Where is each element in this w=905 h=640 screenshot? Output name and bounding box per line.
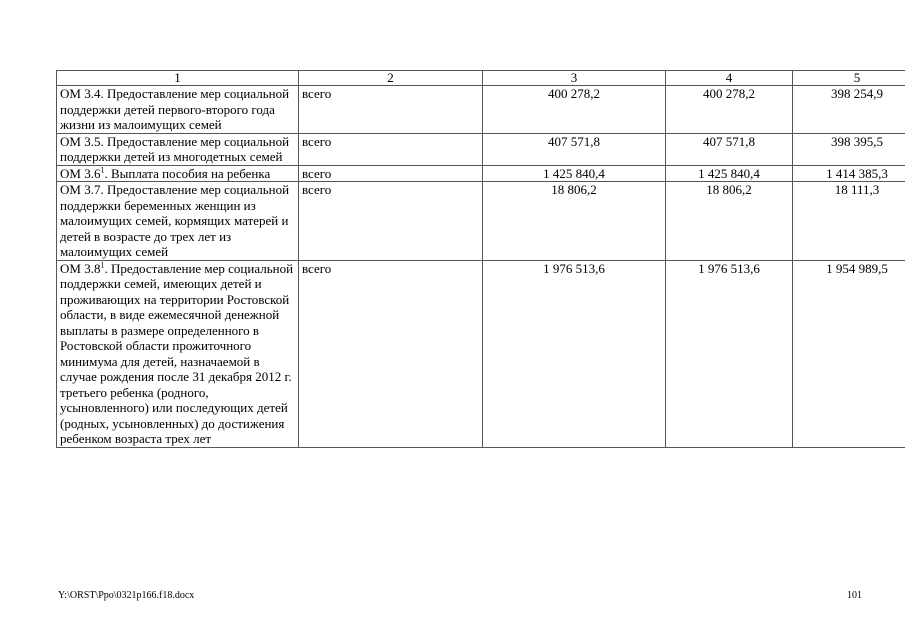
row-name-om-3-8	[57, 260, 299, 447]
row-value-col3: 407 571,8	[483, 133, 666, 165]
table-row	[57, 260, 905, 447]
row-value-col4: 18 806,2	[666, 182, 793, 261]
row-value-col3: 1 425 840,4	[483, 165, 666, 182]
row-value-col4: 1 976 513,6	[666, 260, 793, 447]
table-header-row	[57, 71, 905, 86]
row-name-suffix: . Предоставление мер социальной поддержки семей, имеющих детей и проживающих на территории Ростовской области, в виде ежемесячной денежной выплаты в размере определенного в Ростовской области прожиточного минимума для детей, назначаемой в случае рождения после 31 декабря 2012 г. третьего ребенка (родного, усыновленного) или последующих детей (родных, усыновленных) до достижения ребенком возраста трех лет	[60, 260, 294, 446]
row-value-col3: 400 278,2	[483, 86, 666, 134]
column-header-5: 5	[793, 71, 905, 86]
table-row	[57, 86, 905, 134]
row-value-col5: 398 395,5	[793, 133, 905, 165]
column-header-1: 1	[57, 71, 299, 86]
footer-file-path: Y:\ORST\Ppo\0321p166.f18.docx	[58, 590, 195, 601]
row-value-col5: 1 954 989,5	[793, 260, 905, 447]
row-value-col3: 1 976 513,6	[483, 260, 666, 447]
table-row	[57, 165, 905, 182]
row-value-col5: 18 111,3	[793, 182, 905, 261]
row-value-col4: 400 278,2	[666, 86, 793, 134]
table-row	[57, 182, 905, 261]
footnote-marker: 1	[100, 260, 105, 270]
row-type: всего	[299, 133, 483, 165]
row-value-col4: 1 425 840,4	[666, 165, 793, 182]
row-name-om-3-5: ОМ 3.5. Предоставление мер социальной поддержки детей из многодетных семей	[57, 133, 299, 165]
row-type: всего	[299, 165, 483, 182]
column-header-3: 3	[483, 71, 666, 86]
row-name-om-3-7: ОМ 3.7. Предоставление мер социальной поддержки беременных женщин из малоимущих семей, кормящих матерей и детей в возрасте до трех лет из малоимущих семей	[57, 182, 299, 261]
row-name-prefix: ОМ 3.6	[60, 165, 101, 181]
row-type: всего	[299, 260, 483, 447]
row-value-col3: 18 806,2	[483, 182, 666, 261]
row-name-om-3-6	[57, 165, 299, 182]
row-name-prefix: ОМ 3.8	[60, 260, 101, 276]
row-name-om-3-4: ОМ 3.4. Предоставление мер социальной поддержки детей первого-второго года жизни из малоимущих семей	[57, 86, 299, 134]
row-type: всего	[299, 182, 483, 261]
row-name-suffix: . Выплата пособия на ребенка	[104, 165, 271, 181]
table-row	[57, 133, 905, 165]
footnote-marker: 1	[100, 165, 105, 175]
column-header-4: 4	[666, 71, 793, 86]
document-table	[56, 70, 905, 448]
column-header-2: 2	[299, 71, 483, 86]
row-type: всего	[299, 86, 483, 134]
row-value-col5: 398 254,9	[793, 86, 905, 134]
row-value-col4: 407 571,8	[666, 133, 793, 165]
footer-page-number: 101	[847, 590, 862, 601]
row-value-col5: 1 414 385,3	[793, 165, 905, 182]
